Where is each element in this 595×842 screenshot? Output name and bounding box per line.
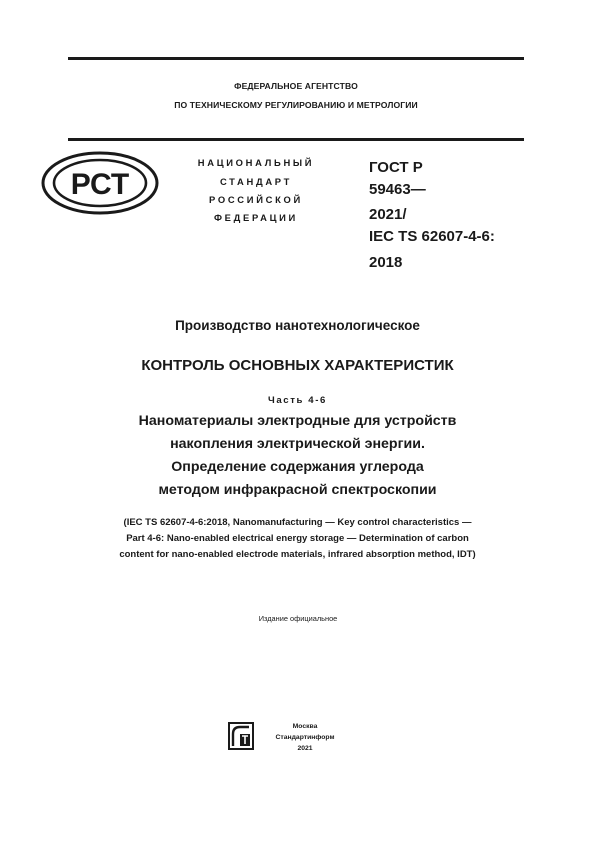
standartinform-logo-icon [228, 722, 254, 750]
gost-r-circle-logo-icon [40, 150, 160, 216]
document-title-line2: накопления электрической энергии. [170, 436, 425, 452]
part-number: Часть 4-6 [268, 395, 327, 406]
standard-type-line1: НАЦИОНАЛЬНЫЙ [197, 157, 315, 168]
designation-line3: 2021/ [369, 206, 407, 223]
production-title: Производство нанотехнологическое [175, 318, 420, 333]
designation-line4: IEC TS 62607-4-6: [369, 228, 495, 245]
designation-line1: ГОСТ Р [369, 159, 423, 176]
gost-logo-text: РСТ [70, 168, 130, 201]
iec-title-line1: (IEC TS 62607-4-6:2018, Nanomanufacturing — Key control characteristics — [123, 517, 472, 528]
control-title: КОНТРОЛЬ ОСНОВНЫХ ХАРАКТЕРИСТИК [141, 357, 454, 374]
document-title-line3: Определение содержания углерода [171, 459, 424, 475]
middle-rule [68, 138, 524, 141]
standard-type-line3: РОССИЙСКОЙ [209, 194, 303, 205]
publisher-name: Стандартинформ [275, 734, 335, 741]
agency-name-line2: ПО ТЕХНИЧЕСКОМУ РЕГУЛИРОВАНИЮ И МЕТРОЛОГИИ [174, 100, 418, 110]
iec-title-line2: Part 4-6: Nano-enabled electrical energy storage — Determination of carbon [126, 533, 469, 544]
publisher-city: Москва [292, 723, 318, 730]
designation-line5: 2018 [369, 254, 403, 271]
iec-title-line3: content for nano-enabled electrode materials, infrared absorption method, IDT) [119, 549, 476, 560]
designation-line2: 59463— [369, 181, 426, 198]
standard-type-line4: ФЕДЕРАЦИИ [213, 212, 298, 223]
document-title-line1: Наноматериалы электродные для устройств [138, 413, 457, 429]
agency-name-line1: ФЕДЕРАЛЬНОЕ АГЕНТСТВО [234, 81, 358, 91]
document-title-line4: методом инфракрасной спектроскопии [158, 482, 437, 498]
standard-type-line2: СТАНДАРТ [219, 176, 293, 187]
edition-label: Издание официальное [258, 614, 338, 623]
publisher-year: 2021 [297, 745, 313, 752]
top-rule [68, 57, 524, 60]
